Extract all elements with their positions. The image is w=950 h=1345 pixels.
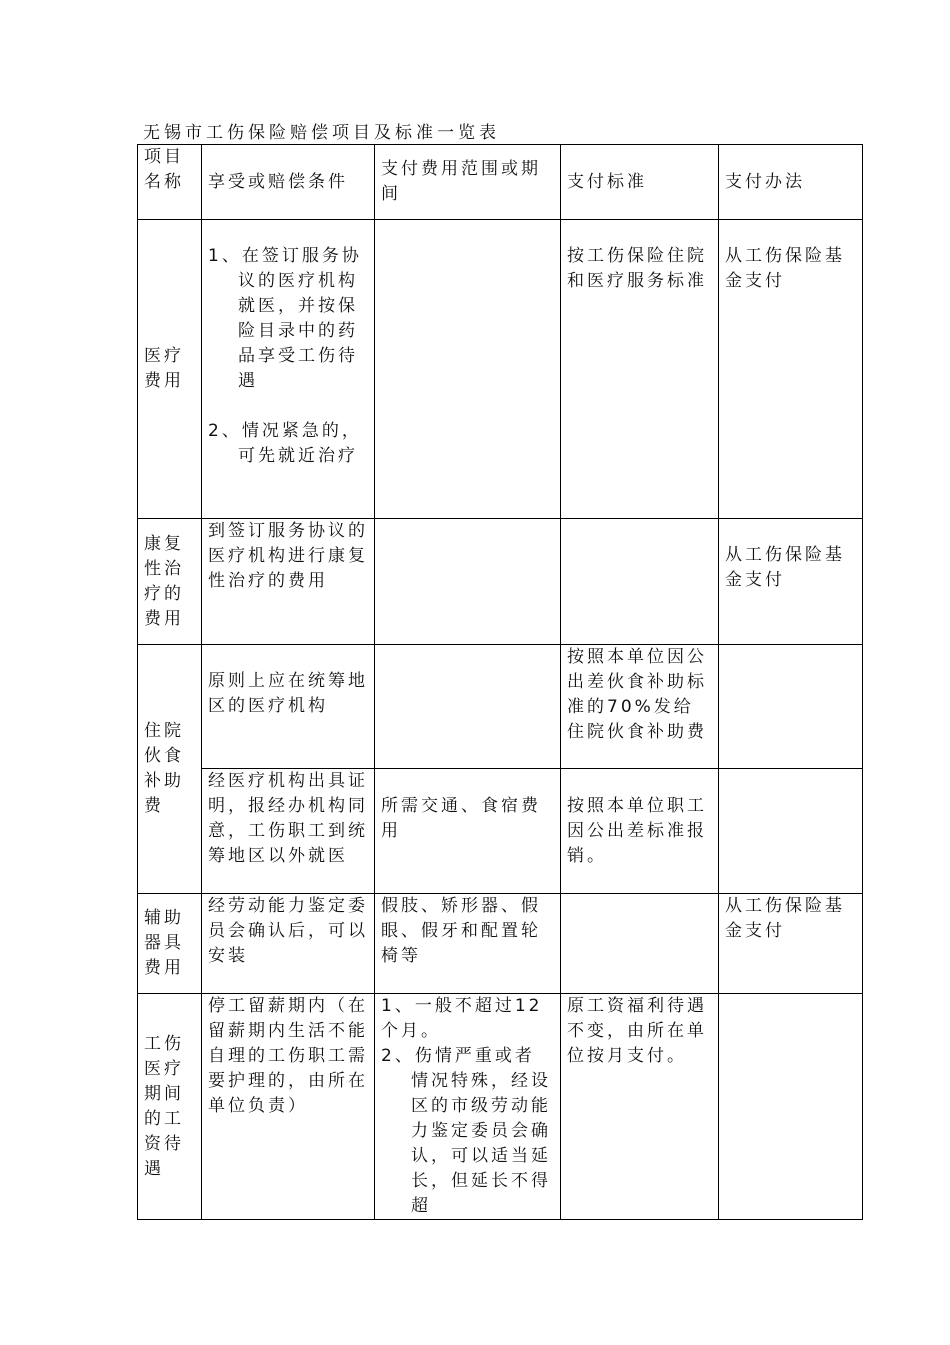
condition-cell: 停工留薪期内（在留薪期内生活不能自理的工伤职工需要护理的，由所在单位负责） — [202, 994, 375, 1220]
table-row — [138, 894, 863, 994]
scope-cell: 假肢、矫形器、假眼、假牙和配置轮椅等 — [375, 894, 561, 994]
item-name: 康复性治疗的费用 — [138, 519, 202, 645]
condition-cell: 经劳动能力鉴定委员会确认后，可以安装 — [202, 894, 375, 994]
compensation-table — [137, 144, 863, 1220]
method-cell: 从工伤保险基金支付 — [719, 894, 863, 994]
standard-cell: 原工资福利待遇不变，由所在单位按月支付。 — [561, 994, 719, 1220]
item-name: 辅助器具费用 — [138, 894, 202, 994]
condition-cell: 到签订服务协议的医疗机构进行康复性治疗的费用 — [202, 519, 375, 645]
method-cell: 从工伤保险基金支付 — [719, 519, 863, 645]
table-row — [138, 645, 863, 769]
scope-cell — [375, 994, 561, 1220]
scope-cell — [375, 645, 561, 769]
standard-cell — [561, 519, 719, 645]
table-row — [138, 220, 863, 519]
condition-item: 1、在签订服务协议的医疗机构就医，并按保险目录中的药品享受工伤待遇 — [208, 246, 362, 391]
condition-cell: 经医疗机构出具证明，报经办机构同意，工伤职工到统筹地区以外就医 — [202, 769, 375, 894]
standard-cell: 按照本单位职工因公出差标准报销。 — [561, 769, 719, 894]
scope-cell — [375, 519, 561, 645]
table-row — [138, 769, 863, 894]
standard-cell — [561, 894, 719, 994]
scope-item: 2、伤情严重或者情况特殊，经设区的市级劳动能力鉴定委员会确认，可以适当延长，但延长不得超 — [381, 1046, 551, 1216]
item-name: 医疗费用 — [138, 220, 202, 519]
header-method: 支付办法 — [719, 145, 863, 220]
item-name: 工伤医疗期间的工资待遇 — [138, 994, 202, 1220]
document-title: 无锡市工伤保险赔偿项目及标准一览表 — [143, 123, 500, 143]
scope-cell: 所需交通、食宿费用 — [375, 769, 561, 894]
table-row — [138, 519, 863, 645]
header-row — [138, 145, 863, 220]
condition-cell — [202, 220, 375, 519]
header-standard: 支付标准 — [561, 145, 719, 220]
method-cell — [719, 994, 863, 1220]
scope-cell — [375, 220, 561, 519]
condition-item: 2、情况紧急的，可先就近治疗 — [208, 421, 362, 466]
header-scope: 支付费用范围或期间 — [375, 145, 561, 220]
scope-item: 1、一般不超过12个月。 — [381, 996, 543, 1041]
method-cell: 从工伤保险基金支付 — [719, 220, 863, 519]
condition-cell: 原则上应在统筹地区的医疗机构 — [202, 645, 375, 769]
table-row — [138, 994, 863, 1220]
method-cell — [719, 769, 863, 894]
item-name: 住院伙食补助费 — [138, 645, 202, 894]
standard-cell: 按工伤保险住院和医疗服务标准 — [561, 220, 719, 519]
header-condition: 享受或赔偿条件 — [202, 145, 375, 220]
method-cell — [719, 645, 863, 769]
header-item-name: 项目名称 — [138, 145, 202, 220]
standard-cell: 按照本单位因公出差伙食补助标准的70%发给住院伙食补助费 — [561, 645, 719, 769]
